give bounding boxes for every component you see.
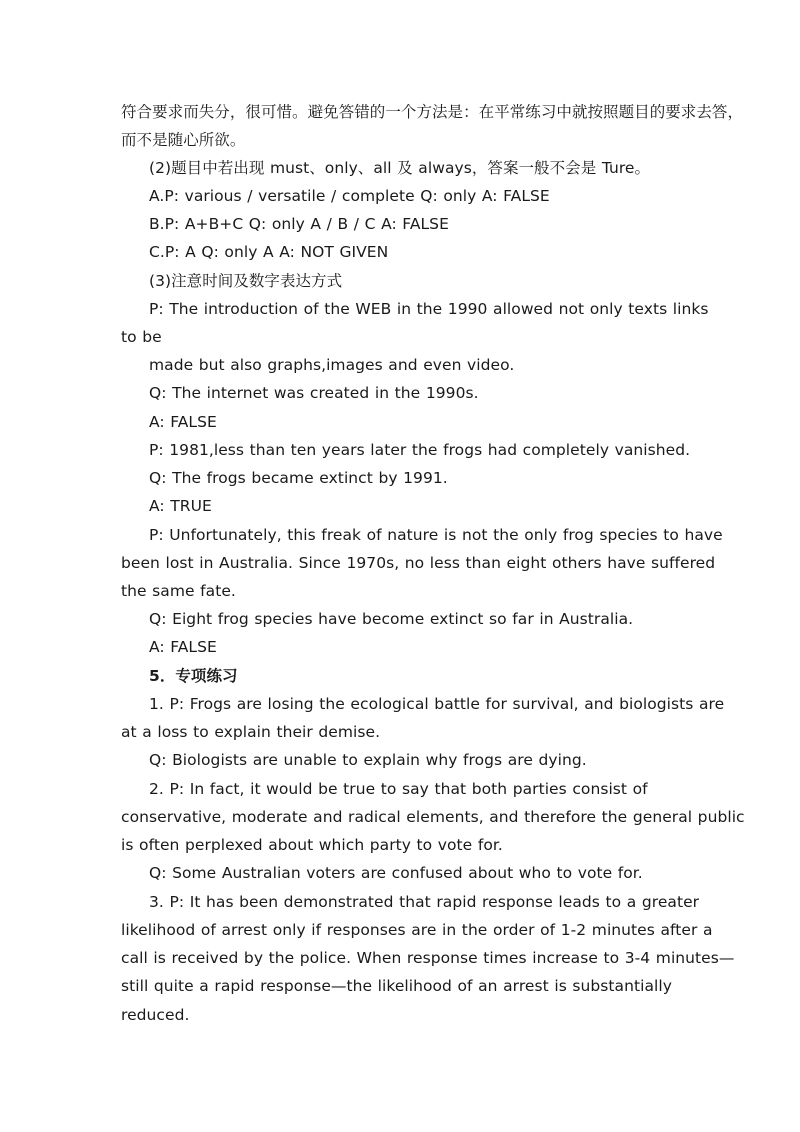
text-line: P: The introduction of the WEB in the 1990 allowed not only texts links [149, 300, 709, 318]
text-line: Q: The frogs became extinct by 1991. [149, 469, 448, 487]
text-line: the same fate. [121, 582, 236, 600]
text-line: still quite a rapid response—the likelihood of an arrest is substantially [121, 977, 672, 995]
text-line: 符合要求而失分，很可惜。避免答错的一个方法是：在平常练习中就按照题目的要求去答， [121, 103, 744, 121]
text-line: at a loss to explain their demise. [121, 723, 381, 741]
text-line: A: FALSE [149, 413, 217, 431]
text-line: B.P: A+B+C Q: only A / B / C A: FALSE [149, 215, 449, 233]
text-line: Q: Eight frog species have become extinct so far in Australia. [149, 610, 634, 628]
text-line: 1. P: Frogs are losing the ecological battle for survival, and biologists are [149, 695, 725, 713]
text-line: conservative, moderate and radical elements, and therefore the general public [121, 808, 745, 826]
text-line: Q: Some Australian voters are confused about who to vote for. [149, 864, 643, 882]
text-line: A: FALSE [149, 638, 217, 656]
text-line: Q: The internet was created in the 1990s. [149, 384, 479, 402]
text-line: A: TRUE [149, 497, 212, 515]
text-line: made but also graphs,images and even video. [149, 356, 515, 374]
text-line: 而不是随心所欲。 [121, 131, 246, 149]
text-line: been lost in Australia. Since 1970s, no less than eight others have suffered [121, 554, 716, 572]
text-line: C.P: A Q: only A A: NOT GIVEN [149, 243, 389, 261]
text-line: call is received by the police. When response times increase to 3-4 minutes— [121, 949, 735, 967]
text-line: 3. P: It has been demonstrated that rapid response leads to a greater [149, 893, 700, 911]
text-line: P: 1981,less than ten years later the frogs had completely vanished. [149, 441, 691, 459]
text-line: (3)注意时间及数字表达方式 [149, 272, 343, 290]
text-line: likelihood of arrest only if responses are in the order of 1-2 minutes after a [121, 921, 713, 939]
text-line: is often perplexed about which party to vote for. [121, 836, 503, 854]
text-line: to be [121, 328, 162, 346]
text-line: 2. P: In fact, it would be true to say that both parties consist of [149, 780, 648, 798]
section-heading: 5．专项练习 [149, 667, 238, 685]
text-line: reduced. [121, 1006, 190, 1024]
text-line: (2)题目中若出现 must、only、all 及 always，答案一般不会是 Ture。 [149, 159, 651, 177]
text-line: Q: Biologists are unable to explain why frogs are dying. [149, 751, 587, 769]
text-line: P: Unfortunately, this freak of nature is not the only frog species to have [149, 526, 723, 544]
text-line: A.P: various / versatile / complete Q: only A: FALSE [149, 187, 550, 205]
